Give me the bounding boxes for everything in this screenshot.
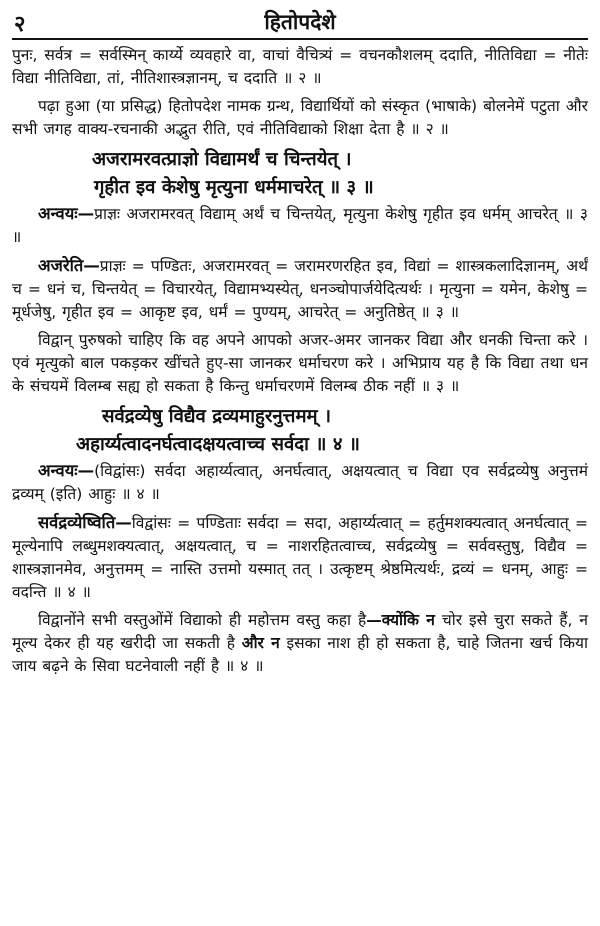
anvaya-3-lead: अन्वयः—	[38, 204, 95, 223]
verse-4	[12, 403, 588, 459]
gloss-4-lead: सर्वद्रव्येष्विति—	[38, 513, 132, 532]
hindi-4-part-2: —क्योंकि न	[366, 611, 435, 629]
verse-4-line-1: सर्वद्रव्येषु विद्यैव द्रव्यमाहुरनुत्तमम् ।	[102, 406, 332, 427]
hindi-4-part-4: और न	[241, 634, 280, 652]
anvaya-3	[12, 202, 588, 249]
anvaya-4-text: (विद्वांसः) सर्वदा अहार्य्यत्वात्, अनर्घत्वात्, अक्षयत्वात् च विद्या एव सर्वद्रव्येषु अनुत्तमं द्रव्यम् (इति) आहुः ॥ ४ ॥	[12, 462, 588, 503]
anvaya-4	[12, 459, 588, 506]
hindi-4-part-1: विद्वानोंने सभी वस्तुओंमें विद्याको ही महोत्तम वस्तु कहा है	[38, 611, 367, 629]
commentary-paragraph-1: पुनः, सर्वत्र = सर्वस्मिन् कार्य्ये व्यवहारे वा, वाचां वैचित्र्यं = वचनकौशलम् ददाति, नीतिविद्या = नीतेः विद्या नीतिविद्या, तां, नीतिशास्त्रज्ञानम्, च ददाति ॥ २ ॥	[12, 46, 588, 87]
anvaya-4-lead: अन्वयः—	[38, 461, 95, 480]
page-number: २	[14, 12, 26, 37]
page-header	[12, 6, 588, 36]
verse-3-line-2: गृहीत इव केशेषु मृत्युना धर्ममाचरेत् ॥ ३ ॥	[94, 177, 374, 198]
running-title: हितोपदेशे	[264, 10, 336, 34]
hindi-translation-3: विद्वान् पुरुषको चाहिए कि वह अपने आपको अजर-अमर जानकर विद्या और धनकी चिन्ता करे । एवं मृत्युको बाल पकड़कर खींचते हुए-सा जानकर धर्माचरण करे । अभिप्राय यह है कि विद्या तथा धन के संचयमें विलम्ब सह्य हो सकता है किन्तु धर्माचरणमें विलम्ब ठीक नहीं ॥ ३ ॥	[12, 331, 588, 395]
verse-3-line-1: अजरामरवत्प्राज्ञो विद्यामर्थं च चिन्तयेत् ।	[92, 149, 352, 170]
anvaya-3-text: प्राज्ञः अजरामरवत् विद्याम् अर्थं च चिन्तयेत्, मृत्युना केशेषु गृहीत इव धर्मम् आचरेत् ॥ ३ ॥	[12, 205, 588, 246]
verse-3	[12, 146, 588, 202]
hindi-4-part-5: इसका नाश ही हो सकता है, चाहे जितना खर्च किया जाय बढ़ने के सिवा घटनेवाली नहीं है ॥ ४ ॥	[12, 634, 588, 675]
gloss-4-text: विद्वांसः = पण्डिताः सर्वदा = सदा, अहार्य्यत्वात् = हर्तुमशक्यत्वात् अनर्घत्वात् = मूल्येनापि लब्धुमशक्यत्वात्, अक्षयत्वात्, च = नाशरहितत्वाच्च, सर्वद्रव्येषु = सर्ववस्तुषु, विद्यैव = शास्त्रज्ञानमेव, अनुत्तमम् = नास्ति उत्तमो यस्मात् तत् । उत्कृष्टम् श्रेष्ठमित्यर्थः, द्रव्यं = धनम्, आहुः = वदन्ति ॥ ४ ॥	[12, 514, 588, 601]
hindi-translation-1: पढ़ा हुआ (या प्रसिद्ध) हितोपदेश नामक ग्रन्थ, विद्यार्थियों को संस्कृत (भाषाके) बोलनेमें पटुता और सभी जगह वाक्य-रचनाकी अद्भुत रीति, एवं नीतिविद्याको शिक्षा देता है ॥ २ ॥	[12, 97, 588, 138]
gloss-3-text: प्राज्ञः = पण्डितः, अजरामरवत् = जरामरणरहित इव, विद्यां = शास्त्रकलादिज्ञानम्, अर्थं च = धनं च, चिन्तयेत् = विचारयेत्, विद्यामभ्यस्येत्, धनञ्चोपार्जयेदित्यर्थः । मृत्युना = यमेन, केशेषु = मूर्धजेषु, गृहीत इव = आकृष्ट इव, धर्मं = पुण्यम्, आचरेत् = अनुतिष्ठेत् ॥ ३ ॥	[12, 257, 588, 321]
gloss-3	[12, 254, 588, 324]
gloss-3-lead: अजरेति—	[38, 256, 100, 275]
hindi-translation-4	[12, 609, 588, 678]
verse-4-line-2: अहार्य्यत्वादनर्घत्वादक्षयत्वाच्च सर्वदा ॥ ४ ॥	[76, 434, 361, 455]
hindi-4-part-3: चोर इसे चुरा सकते हैं, न मूल्य देकर ही यह खरीदी जा सकती है	[12, 611, 588, 652]
gloss-4	[12, 511, 588, 604]
header-rule	[12, 38, 588, 40]
